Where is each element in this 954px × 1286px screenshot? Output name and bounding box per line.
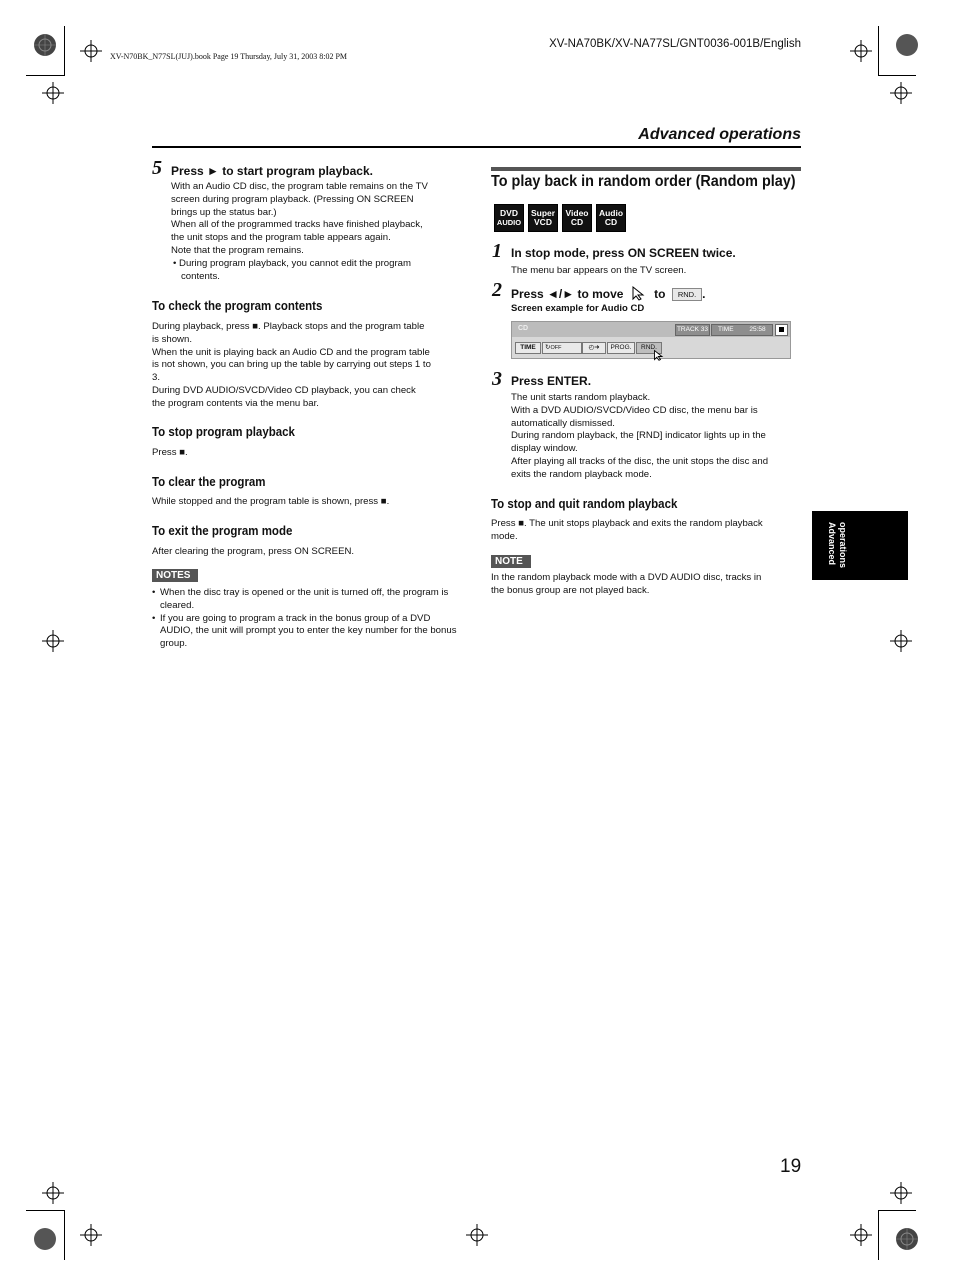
time-value: 25:58	[749, 326, 766, 333]
note-text	[491, 572, 803, 598]
text-line: the program contents via the menu bar.	[152, 397, 319, 409]
step-title	[511, 285, 706, 301]
text-line: The unit starts random playback.	[511, 392, 651, 403]
registration-mark-icon	[42, 82, 64, 104]
video-cd-icon	[562, 204, 592, 232]
quit-random-text	[491, 518, 803, 544]
registration-mark-icon	[890, 82, 912, 104]
step-number: 2	[492, 279, 502, 301]
dvd-audio-icon	[494, 204, 524, 232]
text-line: screen during program playback. (Pressing ON SCREEN	[171, 193, 414, 205]
note-item: • When the disc tray is opened or the unit is turned off, the program is cleared.	[152, 587, 462, 613]
heading-quit-random: To stop and quit random playback	[491, 497, 678, 511]
screen-example-label: Screen example for Audio CD	[511, 303, 645, 314]
notes-label: NOTES	[152, 569, 198, 582]
text-line: During random playback, the [RND] indicator lights up in the	[511, 430, 766, 442]
print-target-icon	[33, 33, 57, 57]
crop-line	[878, 75, 916, 76]
text-line: the bonus group are not played back.	[491, 584, 650, 596]
text-line: is shown.	[152, 333, 192, 345]
side-tab-line1: Advanced	[827, 522, 837, 566]
bullet-item: • During program playback, you cannot edit the program contents.	[173, 257, 411, 282]
disc-label: Video	[565, 208, 589, 218]
print-target-icon	[33, 1227, 57, 1251]
step-body	[511, 392, 803, 482]
print-target-icon	[895, 1227, 919, 1251]
prog-button: PROG.	[607, 342, 635, 354]
text-line: the unit stops and the program table appears again.	[171, 232, 391, 244]
book-info-line: XV-N70BK_N77SL(JUJ).book Page 19 Thursday, July 31, 2003 8:02 PM	[110, 52, 348, 61]
section-rule	[491, 167, 801, 171]
crop-line	[26, 1210, 64, 1211]
crop-line	[878, 26, 879, 76]
text-line: display window.	[511, 443, 578, 455]
cursor-icon	[653, 349, 665, 361]
header-rule	[152, 146, 801, 148]
registration-mark-icon	[80, 1224, 102, 1246]
text-line: brings up the status bar.)	[171, 206, 277, 218]
note-item: • If you are going to program a track in the bonus group of a DVD AUDIO, the unit will prompt you to enter the key number for the bonus group.	[152, 613, 462, 651]
registration-mark-icon	[80, 40, 102, 62]
time-display	[711, 324, 773, 336]
heading-exit-program: To exit the program mode	[152, 524, 293, 538]
registration-mark-icon	[850, 40, 872, 62]
model-number: XV-NA70BK/XV-NA77SL/GNT0036-001B/English	[549, 38, 801, 50]
registration-mark-icon	[890, 1182, 912, 1204]
note-text: When the disc tray is opened or the unit is turned off, the program is cleared.	[160, 587, 449, 611]
text-line: mode.	[491, 530, 518, 542]
note-label: NOTE	[491, 555, 531, 568]
crop-line	[878, 1210, 879, 1260]
step-number: 3	[492, 368, 502, 390]
audio-cd-icon	[596, 204, 626, 232]
text-line: When all of the programmed tracks have finished playback,	[171, 219, 423, 231]
step-title-text: .	[702, 287, 706, 301]
repeat-off-label: OFF	[550, 345, 562, 351]
section-title: Advanced operations	[638, 126, 801, 143]
text-line: is not shown, you can bring up the table by carrying out steps 1 to	[152, 359, 431, 371]
step-number: 1	[492, 240, 502, 262]
text-line: In the random playback mode with a DVD AUDIO disc, tracks in	[491, 572, 762, 583]
step-number: 5	[152, 157, 162, 179]
ab-repeat-button: ◴➜	[582, 342, 606, 354]
repeat-button	[542, 342, 582, 354]
crop-line	[64, 1210, 65, 1260]
registration-mark-icon	[890, 630, 912, 652]
step-body	[171, 181, 466, 283]
rnd-button-image: RND.	[672, 288, 702, 301]
text-line: With an Audio CD disc, the program table remains on the TV	[171, 181, 428, 192]
track-display: TRACK 33	[675, 324, 710, 336]
text-line: During playback, press ■. Playback stops and the program table	[152, 321, 425, 332]
text-line: 3.	[152, 372, 161, 384]
note-text: If you are going to program a track in the bonus group of a DVD AUDIO, the unit will prompt you to enter the key number for the bonus group.	[160, 612, 457, 650]
menu-bar-screen	[511, 321, 791, 359]
svcd-icon	[528, 204, 558, 232]
rnd-button: RND.	[636, 342, 662, 354]
registration-mark-icon	[850, 1224, 872, 1246]
disc-label: VCD	[534, 217, 552, 227]
step-title: In stop mode, press ON SCREEN twice.	[511, 246, 736, 260]
disc-label: CD	[570, 217, 584, 227]
disc-label: AUDIO	[496, 218, 522, 227]
exit-program-text: After clearing the program, press ON SCREEN.	[152, 546, 355, 557]
time-button: TIME	[515, 342, 541, 354]
disc-label: Audio	[598, 208, 624, 218]
step-title: Press ENTER.	[511, 374, 592, 388]
registration-mark-icon	[42, 630, 64, 652]
step-title: Press ► to start program playback.	[171, 164, 373, 178]
step-title-text: Press ◄/► to move	[511, 287, 624, 301]
random-play-title: To play back in random order (Random play)	[491, 173, 796, 190]
registration-mark-icon	[466, 1224, 488, 1246]
notes-list	[152, 587, 462, 651]
text-line: With a DVD AUDIO/SVCD/Video CD disc, the menu bar is	[511, 404, 758, 416]
text-line: Note that the program remains.	[171, 244, 304, 256]
text-line: exits the random playback mode.	[511, 468, 652, 480]
disc-label: CD	[604, 217, 618, 227]
disc-label: DVD	[500, 208, 518, 218]
clear-program-text: While stopped and the program table is shown, press ■.	[152, 496, 390, 507]
text-line: automatically dismissed.	[511, 417, 615, 429]
page-number: 19	[780, 1156, 802, 1177]
time-label: TIME	[718, 326, 734, 333]
cursor-icon	[631, 285, 647, 301]
side-tab	[812, 511, 908, 580]
text-line: Press ■. The unit stops playback and exits the random playback	[491, 518, 763, 529]
step-body: The menu bar appears on the TV screen.	[511, 265, 687, 276]
crop-line	[64, 26, 65, 76]
heading-stop-program: To stop program playback	[152, 425, 295, 439]
crop-line	[26, 75, 64, 76]
text-line: During DVD AUDIO/SVCD/Video CD playback, you can check	[152, 384, 416, 396]
text-line: After playing all tracks of the disc, the unit stops the disc and	[511, 455, 769, 467]
repeat-icon: ↻	[545, 344, 551, 351]
disc-type-label: CD	[518, 325, 529, 332]
step-title-text: to	[654, 287, 666, 301]
stop-icon	[779, 327, 784, 332]
heading-clear-program: To clear the program	[152, 475, 266, 489]
stop-indicator	[775, 324, 788, 336]
disc-label: Super	[530, 208, 556, 218]
text-line: When the unit is playing back an Audio CD and the program table	[152, 346, 430, 358]
side-tab-line2: operations	[838, 522, 848, 569]
crop-line	[878, 1210, 916, 1211]
stop-program-text: Press ■.	[152, 447, 188, 458]
registration-mark-icon	[42, 1182, 64, 1204]
heading-check-program: To check the program contents	[152, 299, 323, 313]
check-program-text	[152, 321, 462, 411]
print-target-icon	[895, 33, 919, 57]
